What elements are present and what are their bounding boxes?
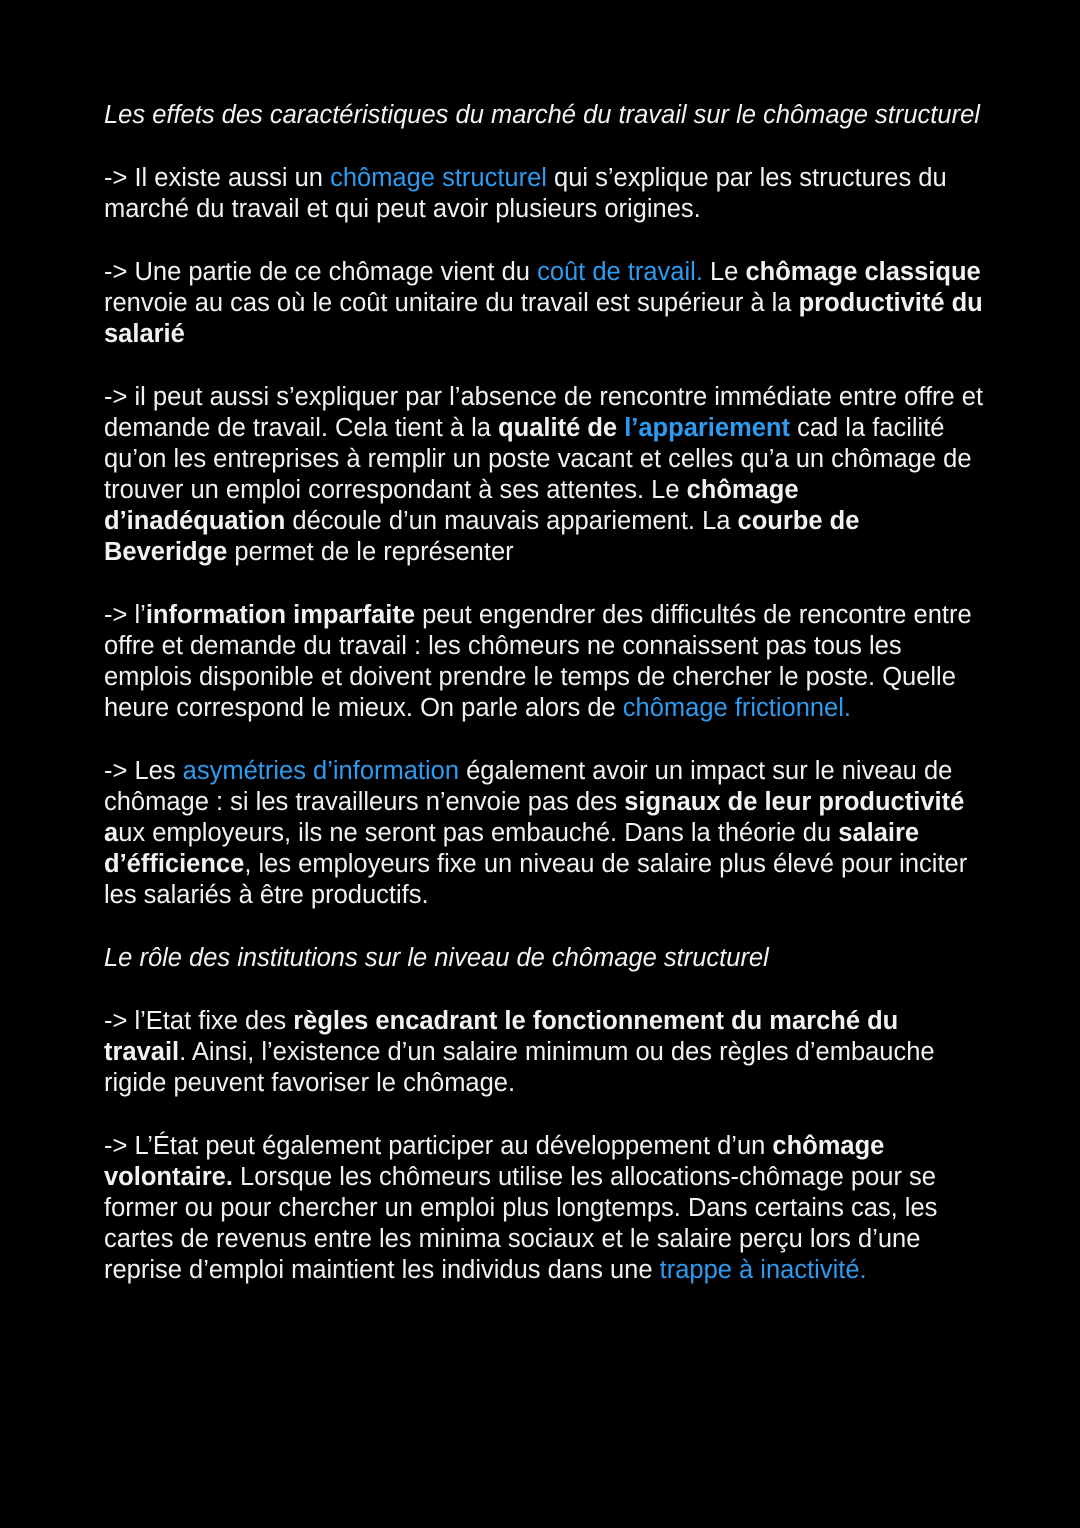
paragraph-voluntary-unemployment (104, 1131, 984, 1286)
text-run: -> L’État peut également participer au développement d’un (104, 1132, 773, 1160)
text-run: -> l’ (104, 601, 146, 629)
paragraph-imperfect-information (104, 600, 984, 724)
paragraph-labor-cost (104, 257, 984, 350)
text-run: également avoir un impact sur le niveau de chômage : si les travailleurs n’envoie pas des (104, 757, 953, 816)
text-run: peut engendrer des difficultés de rencontre entre offre et demande du travail : les chômeurs ne connaissent pas tous les emplois disponible et doivent prendre le temps de chercher le poste. Quelle heure correspond le mieux. On parle alors de (104, 601, 972, 722)
highlight-term: trappe à inactivité. (659, 1256, 867, 1284)
highlight-bold-term: l’appariement (624, 414, 790, 442)
document-page (104, 100, 984, 1318)
highlight-term: coût de travail. (537, 258, 703, 286)
section-heading-institutions: Le rôle des institutions sur le niveau de chômage structurel (104, 944, 769, 972)
paragraph-information-asymmetry (104, 756, 984, 911)
bold-term: règles encadrant le fonctionnement du marché du travail (104, 1007, 899, 1066)
highlight-term: chômage structurel (330, 164, 547, 192)
bold-term: chômage d’inadéquation (104, 476, 799, 535)
text-run: cad la facilité qu’on les entreprises à remplir un poste vacant et celles qu’a un chômage de trouver un emploi correspondant à ses attentes. Le (104, 414, 972, 504)
bold-term: salaire d’éfficience (104, 819, 920, 878)
highlight-term: asymétries d’information (182, 757, 460, 785)
text-run: ux employeurs, ils ne seront pas embauché. Dans la théorie du (118, 819, 839, 847)
bold-term: qualité de (498, 414, 625, 442)
text-run: -> Il existe aussi un (104, 164, 331, 192)
paragraph-structural-unemployment (104, 163, 984, 225)
text-run: -> Une partie de ce chômage vient du (104, 258, 538, 286)
paragraph-matching (104, 382, 984, 568)
highlight-term: chômage frictionnel. (622, 694, 851, 722)
text-run: permet de le représenter (227, 538, 514, 566)
text-run: -> l’Etat fixe des (104, 1007, 294, 1035)
text-run: Le (702, 258, 746, 286)
text-run: Lorsque les chômeurs utilise les allocations-chômage pour se former ou pour chercher un emploi plus longtemps. Dans certains cas, les cartes de revenus entre les minima sociaux et le salaire perçu lors d’une reprise d’emploi maintient les individus dans une (104, 1163, 938, 1284)
text-run: -> il peut aussi s’expliquer par l’absence de rencontre immédiate entre offre et demande de travail. Cela tient à la (104, 383, 984, 442)
bold-term: chômage volontaire. (104, 1132, 885, 1191)
bold-term: signaux de leur productivité a (104, 788, 965, 847)
text-run: -> Les (104, 757, 183, 785)
paragraph-state-rules (104, 1006, 984, 1099)
text-run: , les employeurs fixe un niveau de salaire plus élevé pour inciter les salariés à être productifs. (104, 850, 968, 909)
bold-term: courbe de Beveridge (104, 507, 860, 566)
text-run: renvoie au cas où le coût unitaire du travail est supérieur à la (104, 289, 799, 317)
bold-term: chômage classique (745, 258, 981, 286)
section-heading-structural-unemployment: Les effets des caractéristiques du marché du travail sur le chômage structurel (104, 101, 980, 129)
bold-term: information imparfaite (145, 601, 416, 629)
text-run: découle d’un mauvais appariement. La (285, 507, 738, 535)
bold-term: productivité du salarié (104, 289, 983, 348)
text-run: . Ainsi, l’existence d’un salaire minimum ou des règles d’embauche rigide peuvent favoriser le chômage. (104, 1038, 935, 1097)
text-run: qui s’explique par les structures du marché du travail et qui peut avoir plusieurs origines. (104, 164, 947, 223)
